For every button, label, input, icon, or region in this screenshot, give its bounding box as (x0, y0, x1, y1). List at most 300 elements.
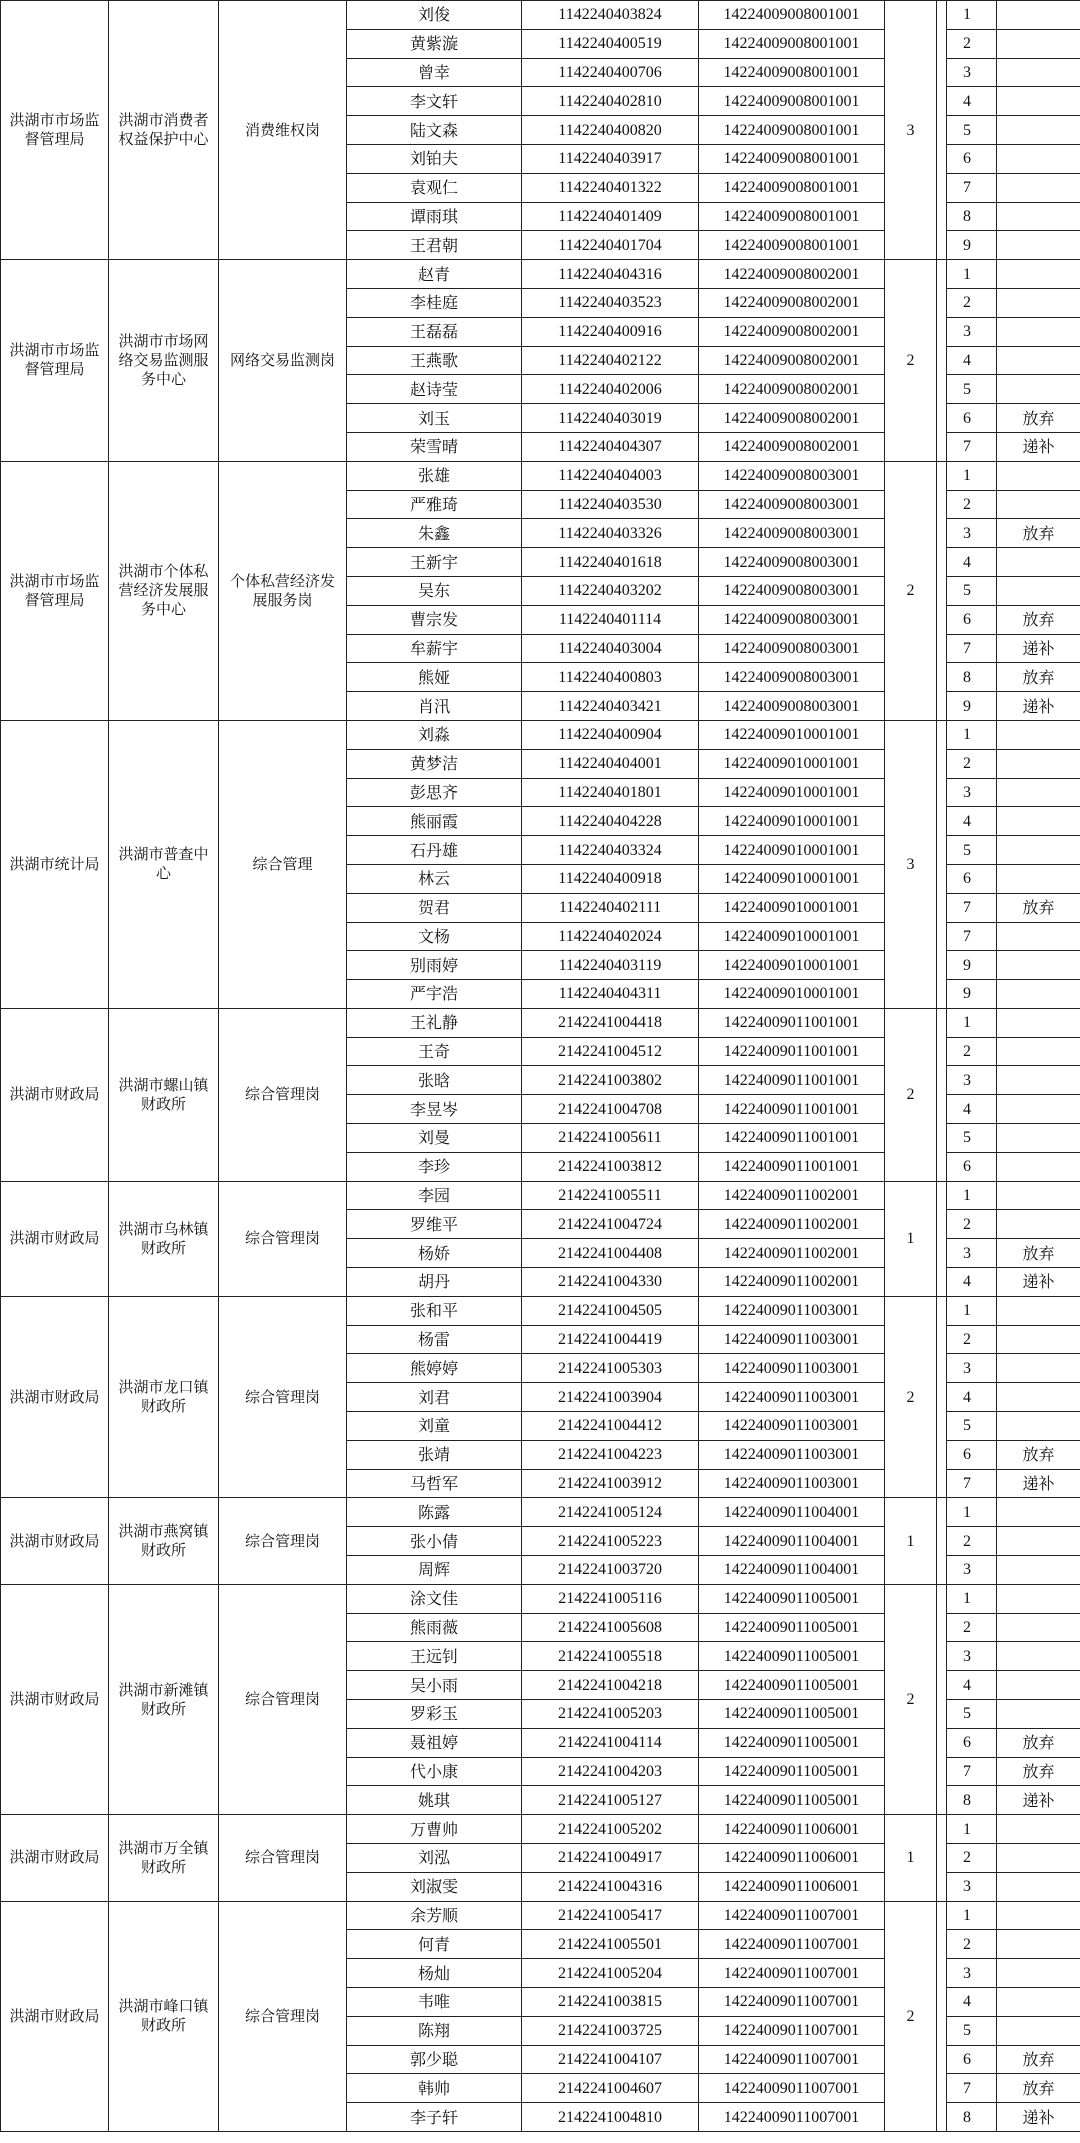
exam-number-cell: 2142241004418 (522, 1008, 699, 1037)
post-code-cell: 14224009011007001 (699, 2103, 885, 2132)
note-cell (997, 1412, 1080, 1441)
rank-cell: 6 (947, 1440, 997, 1469)
name-cell: 李园 (347, 1181, 522, 1210)
exam-number-cell: 1142240403324 (522, 836, 699, 865)
rank-cell: 5 (947, 116, 997, 145)
spacer-cell (937, 720, 947, 1008)
quota-cell: 2 (885, 260, 937, 462)
post-code-cell: 14224009011005001 (699, 1613, 885, 1642)
table-row (1, 1901, 1080, 1930)
rank-cell: 2 (947, 1613, 997, 1642)
position-cell: 消费维权岗 (219, 1, 347, 260)
post-code-cell: 14224009011003001 (699, 1296, 885, 1325)
exam-number-cell: 1142240400519 (522, 29, 699, 58)
quota-cell: 2 (885, 1584, 937, 1814)
rank-cell: 7 (947, 2074, 997, 2103)
note-cell: 放弃 (997, 1728, 1080, 1757)
rank-cell: 7 (947, 634, 997, 663)
position-cell: 综合管理岗 (219, 1296, 347, 1498)
position-cell: 综合管理岗 (219, 1181, 347, 1296)
rank-cell: 8 (947, 202, 997, 231)
note-cell (997, 1, 1080, 30)
note-cell: 递补 (997, 1469, 1080, 1498)
note-cell (997, 864, 1080, 893)
post-code-cell: 14224009011003001 (699, 1469, 885, 1498)
rank-cell: 4 (947, 346, 997, 375)
exam-number-cell: 2142241005124 (522, 1498, 699, 1527)
name-cell: 林云 (347, 864, 522, 893)
rank-cell: 2 (947, 1527, 997, 1556)
note-cell (997, 29, 1080, 58)
note-cell (997, 1844, 1080, 1873)
note-cell: 放弃 (997, 1757, 1080, 1786)
unit-cell: 洪湖市新滩镇财政所 (109, 1584, 219, 1814)
rank-cell: 2 (947, 1037, 997, 1066)
note-cell: 放弃 (997, 1239, 1080, 1268)
rank-cell: 3 (947, 1239, 997, 1268)
department-cell: 洪湖市市场监督管理局 (1, 461, 109, 720)
name-cell: 涂文佳 (347, 1584, 522, 1613)
note-cell (997, 1066, 1080, 1095)
note-cell: 递补 (997, 692, 1080, 721)
name-cell: 王新宇 (347, 548, 522, 577)
name-cell: 刘玉 (347, 404, 522, 433)
rank-cell: 7 (947, 432, 997, 461)
exam-number-cell: 2142241004512 (522, 1037, 699, 1066)
name-cell: 谭雨琪 (347, 202, 522, 231)
name-cell: 肖汛 (347, 692, 522, 721)
post-code-cell: 14224009008003001 (699, 490, 885, 519)
note-cell (997, 288, 1080, 317)
name-cell: 刘俊 (347, 1, 522, 30)
unit-cell: 洪湖市龙口镇财政所 (109, 1296, 219, 1498)
exam-number-cell: 2142241004107 (522, 2045, 699, 2074)
post-code-cell: 14224009011003001 (699, 1440, 885, 1469)
spacer-cell (937, 1901, 947, 2131)
post-code-cell: 14224009008003001 (699, 692, 885, 721)
rank-cell: 9 (947, 951, 997, 980)
note-cell (997, 2016, 1080, 2045)
post-code-cell: 14224009008003001 (699, 519, 885, 548)
rank-cell: 1 (947, 260, 997, 289)
position-cell: 网络交易监测岗 (219, 260, 347, 462)
rank-cell: 6 (947, 404, 997, 433)
quota-cell: 2 (885, 461, 937, 720)
post-code-cell: 14224009011002001 (699, 1239, 885, 1268)
exam-number-cell: 1142240400706 (522, 58, 699, 87)
exam-number-cell: 2142241003912 (522, 1469, 699, 1498)
post-code-cell: 14224009011007001 (699, 2074, 885, 2103)
exam-number-cell: 1142240404003 (522, 461, 699, 490)
name-cell: 张雄 (347, 461, 522, 490)
exam-number-cell: 1142240403824 (522, 1, 699, 30)
note-cell (997, 58, 1080, 87)
unit-cell: 洪湖市螺山镇财政所 (109, 1008, 219, 1181)
post-code-cell: 14224009011006001 (699, 1844, 885, 1873)
rank-cell: 2 (947, 749, 997, 778)
rank-cell: 6 (947, 864, 997, 893)
post-code-cell: 14224009011007001 (699, 2016, 885, 2045)
name-cell: 熊婷婷 (347, 1354, 522, 1383)
note-cell (997, 807, 1080, 836)
post-code-cell: 14224009008003001 (699, 548, 885, 577)
rank-cell: 1 (947, 1181, 997, 1210)
rank-cell: 5 (947, 576, 997, 605)
rank-cell: 5 (947, 375, 997, 404)
post-code-cell: 14224009011001001 (699, 1037, 885, 1066)
department-cell: 洪湖市市场监督管理局 (1, 260, 109, 462)
table-row (1, 1008, 1080, 1037)
note-cell (997, 1037, 1080, 1066)
note-cell (997, 173, 1080, 202)
rank-cell: 5 (947, 836, 997, 865)
name-cell: 代小康 (347, 1757, 522, 1786)
note-cell (997, 1498, 1080, 1527)
rank-cell: 6 (947, 605, 997, 634)
name-cell: 贺君 (347, 893, 522, 922)
note-cell: 递补 (997, 1786, 1080, 1815)
exam-number-cell: 2142241004419 (522, 1325, 699, 1354)
note-cell (997, 1527, 1080, 1556)
post-code-cell: 14224009008001001 (699, 58, 885, 87)
note-cell: 放弃 (997, 663, 1080, 692)
name-cell: 熊丽霞 (347, 807, 522, 836)
exam-number-cell: 1142240403326 (522, 519, 699, 548)
rank-cell: 5 (947, 2016, 997, 2045)
rank-cell: 4 (947, 1671, 997, 1700)
exam-number-cell: 2142241003720 (522, 1556, 699, 1585)
name-cell: 王燕歌 (347, 346, 522, 375)
exam-number-cell: 2142241005204 (522, 1959, 699, 1988)
rank-cell: 8 (947, 2103, 997, 2132)
rank-cell: 3 (947, 519, 997, 548)
post-code-cell: 14224009011005001 (699, 1642, 885, 1671)
exam-number-cell: 2142241005611 (522, 1124, 699, 1153)
note-cell (997, 260, 1080, 289)
exam-number-cell: 2142241005417 (522, 1901, 699, 1930)
post-code-cell: 14224009011001001 (699, 1152, 885, 1181)
post-code-cell: 14224009008002001 (699, 317, 885, 346)
post-code-cell: 14224009008003001 (699, 605, 885, 634)
exam-number-cell: 2142241005501 (522, 1930, 699, 1959)
rank-cell: 4 (947, 87, 997, 116)
rank-cell: 2 (947, 288, 997, 317)
exam-number-cell: 1142240402111 (522, 893, 699, 922)
post-code-cell: 14224009011001001 (699, 1066, 885, 1095)
exam-number-cell: 2142241003815 (522, 1987, 699, 2016)
rank-cell: 6 (947, 1152, 997, 1181)
rank-cell: 2 (947, 29, 997, 58)
note-cell (997, 231, 1080, 260)
exam-number-cell: 2142241004412 (522, 1412, 699, 1441)
department-cell: 洪湖市财政局 (1, 1498, 109, 1584)
unit-cell: 洪湖市市场网络交易监测服务中心 (109, 260, 219, 462)
name-cell: 熊雨薇 (347, 1613, 522, 1642)
note-cell (997, 461, 1080, 490)
note-cell (997, 1671, 1080, 1700)
post-code-cell: 14224009011003001 (699, 1354, 885, 1383)
note-cell (997, 1642, 1080, 1671)
name-cell: 刘淼 (347, 720, 522, 749)
spacer-cell (937, 1584, 947, 1814)
name-cell: 朱鑫 (347, 519, 522, 548)
note-cell (997, 1383, 1080, 1412)
department-cell: 洪湖市财政局 (1, 1584, 109, 1814)
name-cell: 王礼静 (347, 1008, 522, 1037)
note-cell: 递补 (997, 634, 1080, 663)
name-cell: 张小倩 (347, 1527, 522, 1556)
exam-number-cell: 2142241004917 (522, 1844, 699, 1873)
name-cell: 李文轩 (347, 87, 522, 116)
note-cell (997, 836, 1080, 865)
position-cell: 综合管理岗 (219, 1008, 347, 1181)
name-cell: 刘铂夫 (347, 144, 522, 173)
name-cell: 聂祖婷 (347, 1728, 522, 1757)
exam-number-cell: 1142240401801 (522, 778, 699, 807)
quota-cell: 2 (885, 1296, 937, 1498)
exam-number-cell: 1142240403019 (522, 404, 699, 433)
name-cell: 严雅琦 (347, 490, 522, 519)
post-code-cell: 14224009011001001 (699, 1095, 885, 1124)
rank-cell: 4 (947, 1987, 997, 2016)
note-cell: 放弃 (997, 2074, 1080, 2103)
rank-cell: 8 (947, 1786, 997, 1815)
candidate-table-body (1, 1, 1080, 2132)
quota-cell: 2 (885, 1008, 937, 1181)
rank-cell: 1 (947, 1008, 997, 1037)
post-code-cell: 14224009011001001 (699, 1124, 885, 1153)
post-code-cell: 14224009011005001 (699, 1700, 885, 1729)
exam-number-cell: 2142241005511 (522, 1181, 699, 1210)
exam-number-cell: 1142240400918 (522, 864, 699, 893)
note-cell: 放弃 (997, 1440, 1080, 1469)
exam-number-cell: 1142240403917 (522, 144, 699, 173)
post-code-cell: 14224009008001001 (699, 173, 885, 202)
exam-number-cell: 1142240400916 (522, 317, 699, 346)
post-code-cell: 14224009011007001 (699, 1930, 885, 1959)
unit-cell: 洪湖市峰口镇财政所 (109, 1901, 219, 2131)
name-cell: 彭思齐 (347, 778, 522, 807)
post-code-cell: 14224009008003001 (699, 663, 885, 692)
post-code-cell: 14224009008002001 (699, 375, 885, 404)
rank-cell: 3 (947, 1354, 997, 1383)
note-cell (997, 1152, 1080, 1181)
name-cell: 杨娇 (347, 1239, 522, 1268)
name-cell: 余芳顺 (347, 1901, 522, 1930)
rank-cell: 9 (947, 231, 997, 260)
post-code-cell: 14224009008002001 (699, 346, 885, 375)
name-cell: 文杨 (347, 922, 522, 951)
rank-cell: 2 (947, 1210, 997, 1239)
spacer-cell (937, 260, 947, 462)
note-cell (997, 576, 1080, 605)
name-cell: 万曹帅 (347, 1815, 522, 1844)
post-code-cell: 14224009010001001 (699, 893, 885, 922)
rank-cell: 1 (947, 720, 997, 749)
name-cell: 李桂庭 (347, 288, 522, 317)
note-cell (997, 87, 1080, 116)
post-code-cell: 14224009011005001 (699, 1728, 885, 1757)
unit-cell: 洪湖市消费者权益保护中心 (109, 1, 219, 260)
note-cell (997, 1325, 1080, 1354)
post-code-cell: 14224009008001001 (699, 202, 885, 231)
exam-number-cell: 2142241003904 (522, 1383, 699, 1412)
note-cell (997, 1700, 1080, 1729)
name-cell: 黄梦洁 (347, 749, 522, 778)
name-cell: 吴东 (347, 576, 522, 605)
exam-number-cell: 2142241004203 (522, 1757, 699, 1786)
quota-cell: 1 (885, 1181, 937, 1296)
note-cell (997, 1901, 1080, 1930)
post-code-cell: 14224009010001001 (699, 749, 885, 778)
note-cell (997, 116, 1080, 145)
rank-cell: 4 (947, 1268, 997, 1297)
rank-cell: 6 (947, 2045, 997, 2074)
post-code-cell: 14224009008001001 (699, 144, 885, 173)
table-row (1, 1181, 1080, 1210)
rank-cell: 3 (947, 1642, 997, 1671)
note-cell (997, 1181, 1080, 1210)
name-cell: 刘童 (347, 1412, 522, 1441)
rank-cell: 3 (947, 317, 997, 346)
post-code-cell: 14224009011006001 (699, 1872, 885, 1901)
name-cell: 陆文森 (347, 116, 522, 145)
note-cell: 放弃 (997, 519, 1080, 548)
exam-number-cell: 1142240402006 (522, 375, 699, 404)
exam-number-cell: 1142240402122 (522, 346, 699, 375)
exam-number-cell: 1142240401322 (522, 173, 699, 202)
exam-number-cell: 1142240403202 (522, 576, 699, 605)
exam-number-cell: 1142240400820 (522, 116, 699, 145)
name-cell: 何青 (347, 1930, 522, 1959)
name-cell: 罗彩玉 (347, 1700, 522, 1729)
post-code-cell: 14224009011004001 (699, 1498, 885, 1527)
quota-cell: 1 (885, 1498, 937, 1584)
exam-number-cell: 1142240404001 (522, 749, 699, 778)
name-cell: 罗维平 (347, 1210, 522, 1239)
exam-number-cell: 2142241003802 (522, 1066, 699, 1095)
exam-number-cell: 2142241004218 (522, 1671, 699, 1700)
note-cell (997, 1959, 1080, 1988)
exam-number-cell: 1142240401704 (522, 231, 699, 260)
exam-number-cell: 2142241005127 (522, 1786, 699, 1815)
exam-number-cell: 1142240400803 (522, 663, 699, 692)
note-cell (997, 1613, 1080, 1642)
unit-cell: 洪湖市燕窝镇财政所 (109, 1498, 219, 1584)
post-code-cell: 14224009011002001 (699, 1268, 885, 1297)
note-cell (997, 1584, 1080, 1613)
name-cell: 赵诗莹 (347, 375, 522, 404)
post-code-cell: 14224009011007001 (699, 1987, 885, 2016)
note-cell: 放弃 (997, 605, 1080, 634)
name-cell: 别雨婷 (347, 951, 522, 980)
post-code-cell: 14224009011004001 (699, 1556, 885, 1585)
rank-cell: 8 (947, 663, 997, 692)
table-row (1, 720, 1080, 749)
note-cell: 递补 (997, 432, 1080, 461)
exam-number-cell: 2142241004316 (522, 1872, 699, 1901)
exam-number-cell: 2142241005518 (522, 1642, 699, 1671)
exam-number-cell: 1142240404228 (522, 807, 699, 836)
note-cell (997, 778, 1080, 807)
post-code-cell: 14224009011004001 (699, 1527, 885, 1556)
exam-number-cell: 1142240400904 (522, 720, 699, 749)
rank-cell: 7 (947, 893, 997, 922)
rank-cell: 9 (947, 980, 997, 1009)
exam-number-cell: 2142241004408 (522, 1239, 699, 1268)
note-cell (997, 144, 1080, 173)
position-cell: 综合管理 (219, 720, 347, 1008)
post-code-cell: 14224009011007001 (699, 2045, 885, 2074)
exam-number-cell: 1142240403421 (522, 692, 699, 721)
name-cell: 李子轩 (347, 2103, 522, 2132)
position-cell: 综合管理岗 (219, 1901, 347, 2131)
name-cell: 周辉 (347, 1556, 522, 1585)
exam-number-cell: 2142241003812 (522, 1152, 699, 1181)
department-cell: 洪湖市市场监督管理局 (1, 1, 109, 260)
note-cell (997, 1296, 1080, 1325)
post-code-cell: 14224009011007001 (699, 1959, 885, 1988)
exam-number-cell: 2142241005202 (522, 1815, 699, 1844)
rank-cell: 1 (947, 1296, 997, 1325)
note-cell: 递补 (997, 2103, 1080, 2132)
rank-cell: 6 (947, 144, 997, 173)
note-cell (997, 1124, 1080, 1153)
rank-cell: 7 (947, 173, 997, 202)
note-cell (997, 375, 1080, 404)
name-cell: 张晗 (347, 1066, 522, 1095)
note-cell (997, 922, 1080, 951)
name-cell: 袁观仁 (347, 173, 522, 202)
note-cell (997, 980, 1080, 1009)
post-code-cell: 14224009010001001 (699, 778, 885, 807)
name-cell: 马哲军 (347, 1469, 522, 1498)
spacer-cell (937, 1815, 947, 1901)
rank-cell: 5 (947, 1700, 997, 1729)
table-row (1, 1498, 1080, 1527)
table-row (1, 461, 1080, 490)
rank-cell: 3 (947, 1872, 997, 1901)
rank-cell: 1 (947, 1, 997, 30)
position-cell: 综合管理岗 (219, 1815, 347, 1901)
name-cell: 王磊磊 (347, 317, 522, 346)
rank-cell: 4 (947, 1383, 997, 1412)
post-code-cell: 14224009008001001 (699, 1, 885, 30)
exam-number-cell: 1142240401618 (522, 548, 699, 577)
rank-cell: 3 (947, 1556, 997, 1585)
name-cell: 刘淑雯 (347, 1872, 522, 1901)
department-cell: 洪湖市财政局 (1, 1008, 109, 1181)
exam-number-cell: 2142241005116 (522, 1584, 699, 1613)
name-cell: 陈翔 (347, 2016, 522, 2045)
exam-number-cell: 2142241004505 (522, 1296, 699, 1325)
exam-number-cell: 2142241003725 (522, 2016, 699, 2045)
exam-number-cell: 2142241004223 (522, 1440, 699, 1469)
table-row (1, 1815, 1080, 1844)
rank-cell: 3 (947, 1066, 997, 1095)
post-code-cell: 14224009008001001 (699, 116, 885, 145)
name-cell: 曾幸 (347, 58, 522, 87)
rank-cell: 5 (947, 1124, 997, 1153)
post-code-cell: 14224009011007001 (699, 1901, 885, 1930)
name-cell: 熊娅 (347, 663, 522, 692)
note-cell (997, 951, 1080, 980)
exam-number-cell: 1142240403119 (522, 951, 699, 980)
name-cell: 荣雪晴 (347, 432, 522, 461)
note-cell: 放弃 (997, 404, 1080, 433)
name-cell: 郭少聪 (347, 2045, 522, 2074)
unit-cell: 洪湖市个体私营经济发展服务中心 (109, 461, 219, 720)
